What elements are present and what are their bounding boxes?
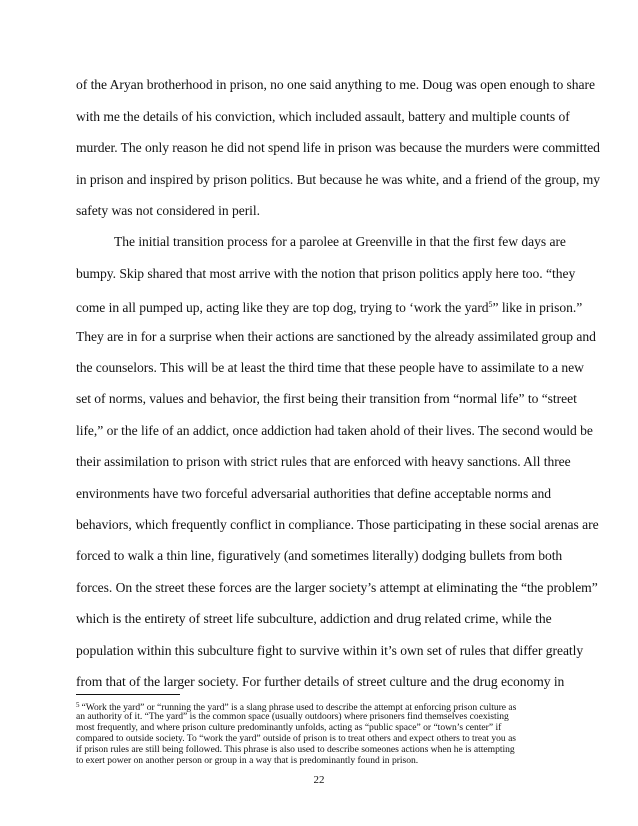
footnote-line: to exert power on another person or group in a way that is predominantly found in prison.: [76, 755, 419, 766]
paragraph-start-line: The initial transition process for a parolee at Greenville in that the first few days are: [114, 234, 566, 249]
body-line: bumpy. Skip shared that most arrive with the notion that prison politics apply here too. “they: [76, 266, 576, 281]
body-text: ” like in prison.”: [492, 300, 583, 315]
body-line-with-footnote-ref: [76, 297, 583, 316]
body-line: with me the details of his conviction, which included assault, battery and multiple counts of: [76, 109, 570, 124]
body-line: of the Aryan brotherhood in prison, no one said anything to me. Doug was open enough to share: [76, 77, 595, 92]
footnote-line: compared to outside society. To “work the yard” outside of prison is to treat others and expect others to treat you as: [76, 733, 517, 744]
body-line: safety was not considered in peril.: [76, 203, 260, 218]
body-line: forced to walk a thin line, figuratively (and sometimes literally) dodging bullets from both: [76, 548, 563, 563]
body-line: which is the entirety of street life subculture, addiction and drug related crime, while the: [76, 611, 552, 626]
body-line: set of norms, values and behavior, the first being their transition from “normal life” to “street: [76, 391, 577, 406]
footnote-line: if prison rules are still being followed. This phrase is also used to describe someones actions when he is attempting: [76, 744, 515, 755]
footnote-line: most frequently, and where prison culture predominantly unfolds, acting as “public space” or “town’s center” if: [76, 722, 502, 733]
body-line: their assimilation to prison with strict rules that are enforced with heavy sanctions. All three: [76, 454, 571, 469]
footnote-separator: [76, 694, 180, 695]
body-line: forces. On the street these forces are the larger society’s attempt at eliminating the “the problem”: [76, 580, 598, 595]
body-line: the counselors. This will be at least the third time that these people have to assimilate to a new: [76, 360, 584, 375]
body-line: population within this subculture fight to survive within it’s own set of rules that differ greatly: [76, 643, 584, 658]
body-text: come in all pumped up, acting like they are top dog, trying to ‘work the yard: [76, 300, 489, 315]
body-line: life,” or the life of an addict, once addiction had taken ahold of their lives. The second would be: [76, 423, 593, 438]
body-line: from that of the larger society. For further details of street culture and the drug economy in: [76, 674, 565, 689]
body-line: in prison and inspired by prison politics. But because he was white, and a friend of the group, my: [76, 172, 601, 187]
body-line: They are in for a surprise when their actions are sanctioned by the already assimilated group and: [76, 329, 596, 344]
footnote-text: “Work the yard” or “running the yard” is a slang phrase used to describe the attempt at enforcing prison culture as: [81, 702, 517, 713]
body-line: behaviors, which frequently conflict in compliance. Those participating in these social arenas are: [76, 517, 599, 532]
footnote-number: 5: [76, 701, 80, 709]
body-line: environments have two forceful adversarial authorities that define acceptable norms and: [76, 486, 552, 501]
footnote-line: an authority of it. “The yard” is the common space (usually outdoors) where prisoners find themselves coexisting: [76, 711, 509, 722]
footnote-reference: 5: [488, 300, 493, 309]
body-line: murder. The only reason he did not spend life in prison was because the murders were committed: [76, 140, 600, 155]
page-number: 22: [313, 774, 325, 786]
